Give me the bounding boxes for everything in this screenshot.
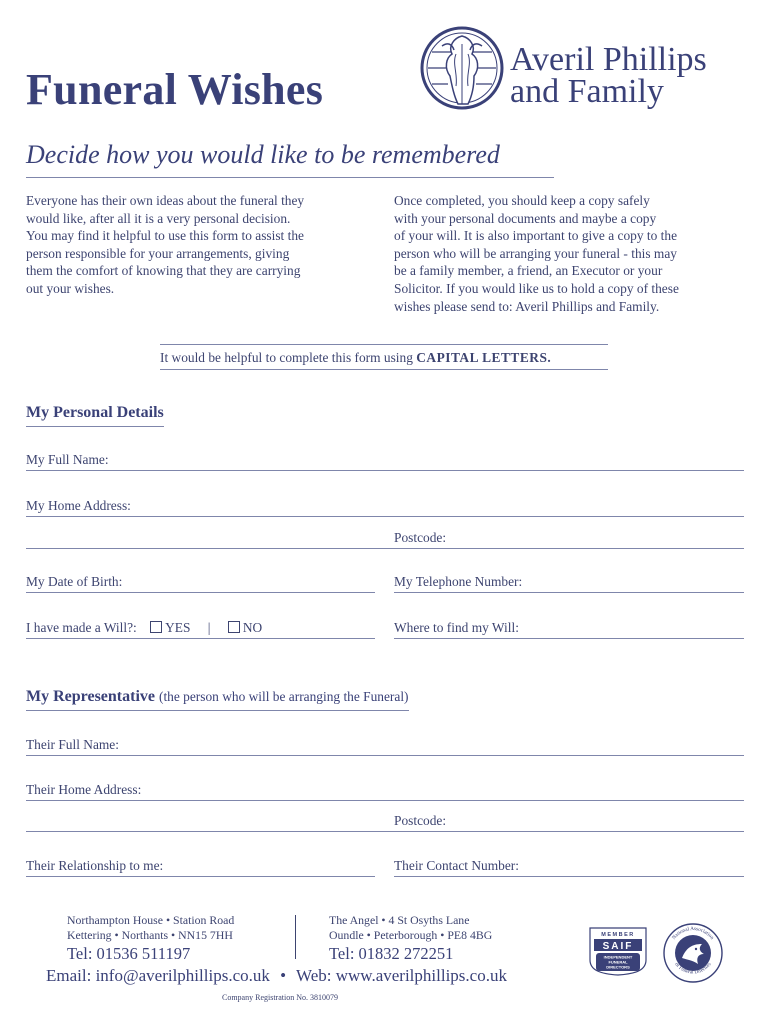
brand-line-2: and Family [510, 73, 664, 110]
saif-line-2: FUNERAL [608, 959, 628, 965]
capital-letters-note [160, 344, 608, 370]
representative-address-label: Their Home Address: [26, 782, 142, 797]
yes-checkbox[interactable] [150, 621, 162, 633]
representative-postcode-label: Postcode: [394, 813, 447, 828]
saif-line-1: INDEPENDENT [603, 954, 633, 960]
brand-line-1: Averil Phillips [510, 41, 707, 78]
representative-full-name-field[interactable] [26, 735, 744, 756]
will-location-field[interactable] [394, 618, 744, 639]
yes-label: YES [165, 620, 191, 635]
intro-right-paragraph: Once completed, you should keep a copy safely with your personal documents and maybe a copy of your will. It is also important to give a copy to the person who will be arranging your funeral - this may be a family member, a friend, an Executor or your Solicitor. If you would like us to hold a copy of these wishes please send to: Averil Phillips and Family. [394, 193, 679, 314]
telephone-field[interactable] [394, 572, 744, 593]
will-location-label: Where to find my Will: [394, 620, 519, 635]
section-heading-personal-details: My Personal Details [26, 404, 164, 427]
capital-letters-emphasis: CAPITAL LETTERS. [416, 350, 552, 365]
subtitle-divider [26, 177, 554, 178]
intro-left-paragraph: Everyone has their own ideas about the funeral they would like, after all it is a very personal decision. You may find it helpful to use this form to assist the person responsible for your arrangements, giving them the comfort of knowing that they are carrying out your wishes. [26, 193, 305, 296]
page-subtitle: Decide how you would like to be remembered [26, 140, 500, 169]
representative-heading-text: My Representative [26, 688, 155, 705]
contact-number-label: Their Contact Number: [394, 858, 519, 873]
saif-member-text: MEMBER [601, 932, 635, 938]
option-separator: | [207, 620, 211, 635]
home-address-line-2-field[interactable] [26, 528, 744, 549]
contact-separator: • [280, 966, 287, 985]
website-link[interactable]: Web: www.averilphillips.co.uk [296, 966, 507, 985]
full-name-field[interactable] [26, 450, 744, 471]
home-address-label: My Home Address: [26, 498, 131, 513]
no-label: NO [242, 620, 263, 635]
svg-text:National Association: National Association [671, 925, 715, 941]
contact-line [46, 966, 507, 986]
date-of-birth-label: My Date of Birth: [26, 574, 123, 589]
page-title: Funeral Wishes [26, 65, 324, 114]
relationship-label: Their Relationship to me: [26, 858, 164, 873]
contact-number-field[interactable] [394, 856, 744, 877]
section-heading-representative [26, 688, 409, 711]
postcode-label: Postcode: [394, 530, 447, 545]
will-no-option[interactable] [228, 620, 262, 635]
averil-phillips-logo-icon [418, 24, 510, 112]
relationship-field[interactable] [26, 856, 375, 877]
representative-heading-note: (the person who will be arranging the Funeral) [159, 689, 409, 704]
brand-name [510, 41, 707, 110]
will-yes-option[interactable] [150, 620, 190, 635]
company-registration: Company Registration No. 3810079 [222, 993, 338, 1002]
full-name-label: My Full Name: [26, 452, 109, 467]
kettering-address: Northampton House • Station Road Kettering • Northants • NN15 7HH [67, 913, 235, 942]
representative-address-line-2-field[interactable] [26, 811, 744, 832]
saif-line-3: DIRECTORS [606, 964, 630, 970]
kettering-telephone: Tel: 01536 511197 [67, 944, 191, 963]
saif-member-badge-icon [588, 926, 648, 976]
representative-full-name-label: Their Full Name: [26, 737, 119, 752]
footer-divider [295, 915, 296, 959]
no-checkbox[interactable] [228, 621, 240, 633]
saif-name-text: SAIF [602, 941, 634, 952]
home-address-field[interactable] [26, 496, 744, 517]
email-link[interactable]: Email: info@averilphillips.co.uk [46, 966, 270, 985]
representative-address-field[interactable] [26, 780, 744, 801]
capital-letters-note-text: It would be helpful to complete this form using [160, 350, 417, 365]
will-question-row [26, 618, 375, 639]
date-of-birth-field[interactable] [26, 572, 375, 593]
oundle-address: The Angel • 4 St Osyths Lane Oundle • Peterborough • PE8 4BG [329, 913, 493, 942]
nafd-badge-icon [662, 922, 724, 984]
will-question-label: I have made a Will?: [26, 620, 137, 635]
svg-text:of Funeral Directors: of Funeral Directors [673, 961, 713, 976]
telephone-label: My Telephone Number: [394, 574, 523, 589]
oundle-telephone: Tel: 01832 272251 [329, 944, 454, 963]
